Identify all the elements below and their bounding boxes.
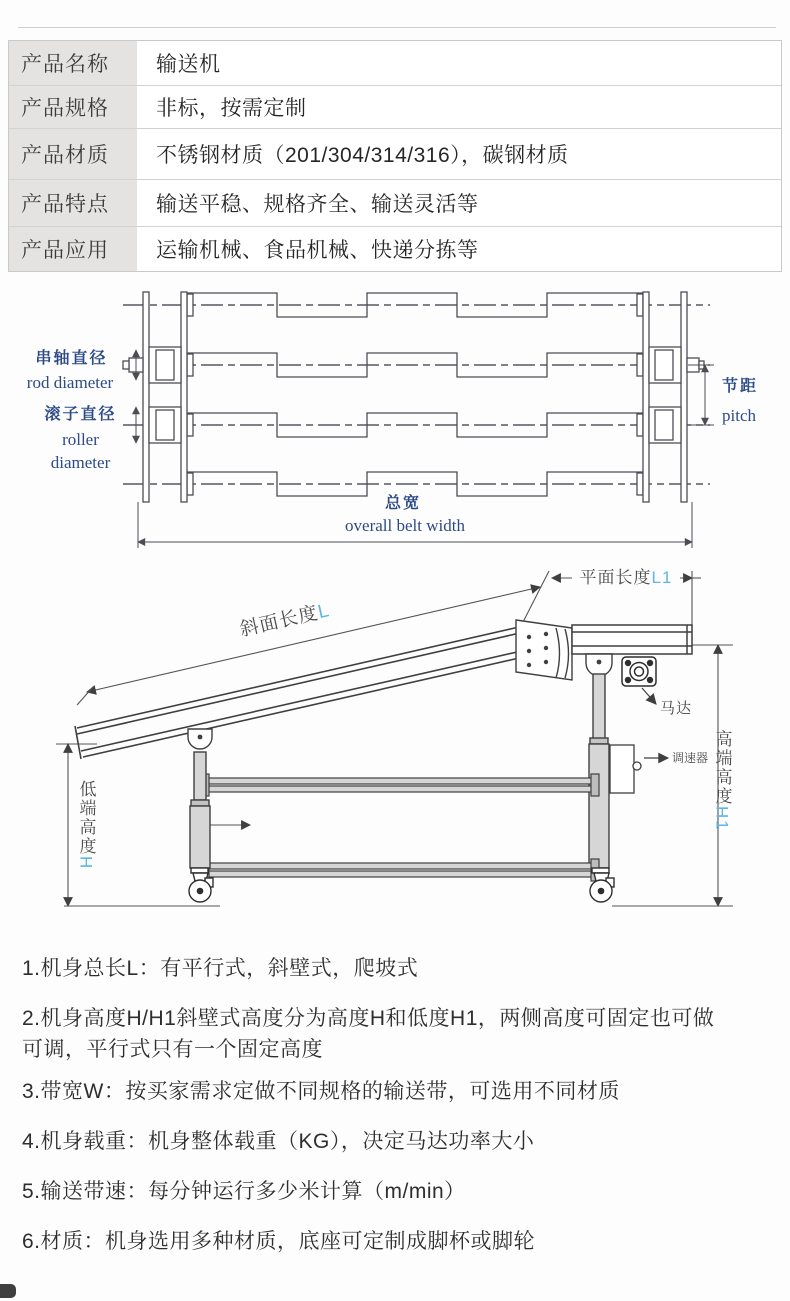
pitch-label-zh: 节距 [721, 378, 758, 395]
high-end-variable: H1 [712, 806, 732, 832]
top-divider [18, 27, 776, 28]
conveyor-diagram [0, 558, 790, 953]
row-value: 运输机械、食品机械、快递分拣等 [156, 239, 479, 262]
row-label: 产品特点 [9, 180, 137, 226]
pitch-label-en: pitch [722, 406, 756, 425]
flat-length-label [572, 568, 680, 588]
roller-diameter-label-zh: 滚子直径 [44, 406, 117, 423]
belt-width-label-zh: 总宽 [384, 495, 421, 512]
incline-length-text: 斜面长度 [237, 602, 321, 641]
rod-diameter-label-zh: 串轴直径 [35, 350, 108, 367]
incline-length-variable: L [315, 600, 332, 624]
roller-label-en: roller [62, 430, 99, 449]
row-value: 不锈钢材质（201/304/314/316），碳钢材质 [156, 144, 569, 167]
high-end-height-label [712, 730, 732, 848]
speed-controller-label: 调速器 [672, 751, 709, 765]
table-row [9, 41, 781, 86]
corner-nub [0, 1284, 16, 1298]
diameter-label-en: diameter [50, 453, 111, 472]
low-end-text: 低端高度 [76, 780, 96, 856]
low-end-height-label [76, 780, 96, 892]
flat-length-text: 平面长度 [579, 568, 652, 587]
row-label: 产品材质 [9, 129, 137, 179]
note-item-4: 4.机身载重：机身整体载重（KG），决定马达功率大小 [22, 1130, 535, 1153]
row-label: 产品应用 [9, 227, 137, 271]
table-row [9, 129, 781, 180]
row-value: 输送平稳、规格齐全、输送灵活等 [156, 193, 479, 216]
flat-length-variable: L1 [651, 568, 673, 587]
rod-diameter-label-en: rod diameter [26, 373, 114, 392]
belt-width-label-en: overall belt width [345, 516, 465, 535]
note-item-6: 6.材质：机身选用多种材质，底座可定制成脚杯或脚轮 [22, 1230, 536, 1253]
table-row [9, 86, 781, 129]
note-item-1: 1.机身总长L：有平行式，斜壁式，爬坡式 [22, 957, 419, 980]
row-value: 输送机 [156, 53, 221, 76]
table-row [9, 180, 781, 227]
note-item-3: 3.带宽W：按买家需求定做不同规格的输送带，可选用不同材质 [22, 1080, 620, 1103]
roller-belt-diagram [0, 262, 790, 554]
high-end-text: 高端高度 [712, 730, 732, 806]
motor-label: 马达 [660, 700, 693, 717]
row-label: 产品规格 [9, 86, 137, 128]
product-spec-table [8, 40, 782, 272]
note-item-5: 5.输送带速：每分钟运行多少米计算（m/min） [22, 1180, 466, 1203]
row-value: 非标，按需定制 [156, 97, 307, 120]
low-end-variable: H [76, 856, 96, 871]
note-item-2: 2.机身高度H/H1斜壁式高度分为高度H和低度H1，两侧高度可固定也可做可调，平行式只有一个固定高度 [22, 1007, 715, 1061]
row-label: 产品名称 [9, 41, 137, 85]
